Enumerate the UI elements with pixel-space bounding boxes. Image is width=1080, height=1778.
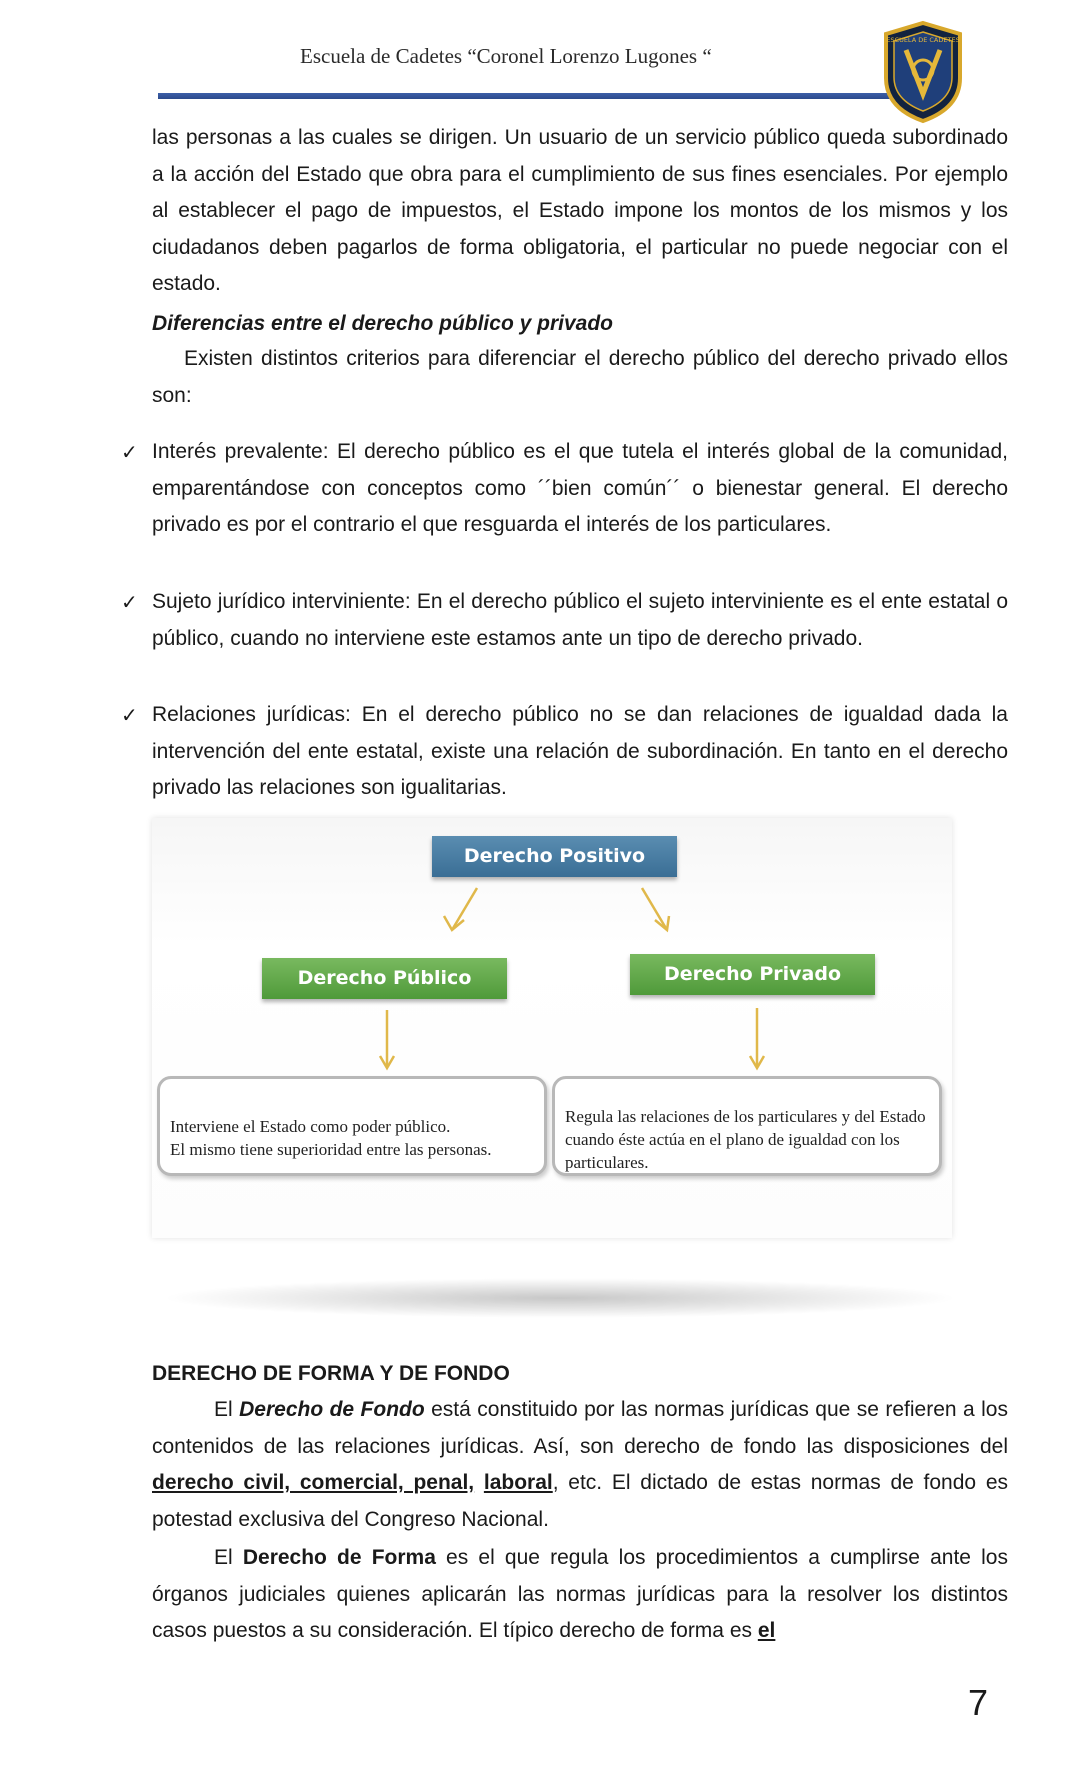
link-derecho-civil[interactable]: derecho civil, comercial, penal, bbox=[152, 1471, 475, 1494]
logo-lettering: ESCUELA DE CADETES bbox=[886, 36, 960, 44]
subheading-differences: Diferencias entre el derecho público y privado bbox=[152, 312, 613, 335]
card-publico-description bbox=[157, 1076, 547, 1176]
text-run: es el que regula los procedimientos a cumplirse ante los órganos judiciales quienes aplicarán las normas jurídicas para la resolver los distintos casos puestos a su consideración. El típico derecho de forma es bbox=[152, 1546, 1008, 1642]
bullet-text: Relaciones jurídicas: En el derecho público no se dan relaciones de igualdad dada la intervención del ente estatal, existe una relación de subordinación. En tanto en el derecho privado las relaciones son igualitarias. bbox=[152, 703, 1008, 799]
text-run: El bbox=[214, 1398, 240, 1421]
arrowhead-icon bbox=[444, 916, 464, 930]
school-logo bbox=[880, 20, 966, 124]
link-el[interactable]: el bbox=[757, 1619, 776, 1642]
bullet-text: Sujeto jurídico interviniente: En el derecho público el sujeto interviniente es el ente estatal o público, cuando no interviene este estamos ante un tipo de derecho privado. bbox=[152, 590, 1008, 650]
header-rule bbox=[158, 93, 918, 99]
box-derecho-positivo: Derecho Positivo bbox=[432, 836, 677, 877]
bullet-item bbox=[121, 697, 1008, 807]
bullet-item bbox=[121, 434, 1008, 544]
page-header-title: Escuela de Cadetes “Coronel Lorenzo Lugones “ bbox=[300, 44, 712, 68]
box-derecho-privado: Derecho Privado bbox=[630, 954, 875, 995]
text-run: está constituido por las normas jurídicas que se refieren a los contenidos de las relaciones jurídicas. Así, son derecho de fondo las disposiciones del bbox=[152, 1398, 1008, 1458]
checkmark-icon: ✓ bbox=[121, 590, 138, 614]
text-run: , etc. El dictado de estas normas de fondo es potestad exclusiva del Congreso Nacional. bbox=[152, 1471, 1008, 1531]
paragraph-intro: las personas a las cuales se dirigen. Un usuario de un servicio público queda subordinado a la acción del Estado que obra para el cumplimiento de sus fines esenciales. Por ejemplo al establecer el pago de impuestos, el Estado impone los montos de los mismos y los ciudadanos deben pagarlos de forma obligatoria, el particular no puede negociar con el estado. bbox=[152, 126, 1008, 295]
term-derecho-de-forma: Derecho de Forma bbox=[242, 1546, 436, 1569]
diagram-shadow bbox=[160, 1278, 960, 1318]
text-run bbox=[474, 1471, 484, 1494]
card-line: El mismo tiene superioridad entre las personas. bbox=[170, 1140, 492, 1159]
arrow-to-privado bbox=[642, 888, 667, 930]
link-laboral[interactable]: laboral bbox=[483, 1471, 553, 1494]
box-derecho-publico: Derecho Público bbox=[262, 958, 507, 999]
bullet-text: Interés prevalente: El derecho público es el que tutela el interés global de la comunidad, emparentándose con conceptos como ´´bien común´´ o bienestar general. El derecho privado es por el contrario el que resguarda el interés de los particulares. bbox=[152, 440, 1008, 536]
text-run: El bbox=[214, 1546, 243, 1569]
arrow-to-publico bbox=[452, 888, 477, 930]
paragraph-criteria: Existen distintos criterios para diferenciar el derecho público del derecho privado ellos son: bbox=[152, 347, 1008, 407]
card-line: Interviene el Estado como poder público. bbox=[170, 1117, 451, 1136]
bullet-item bbox=[121, 584, 1008, 657]
term-derecho-de-fondo: Derecho de Fondo bbox=[239, 1398, 425, 1421]
section-title: DERECHO DE FORMA Y DE FONDO bbox=[152, 1362, 510, 1385]
card-privado-description: Regula las relaciones de los particulares y del Estado cuando éste actúa en el plano de igualdad con los particulares. bbox=[552, 1076, 942, 1176]
checkmark-icon: ✓ bbox=[121, 440, 138, 464]
page-number: 7 bbox=[968, 1682, 989, 1723]
checkmark-icon: ✓ bbox=[121, 703, 138, 727]
law-diagram bbox=[152, 818, 952, 1238]
paragraph-forma bbox=[152, 1540, 1008, 1650]
paragraph-fondo bbox=[152, 1392, 1008, 1538]
